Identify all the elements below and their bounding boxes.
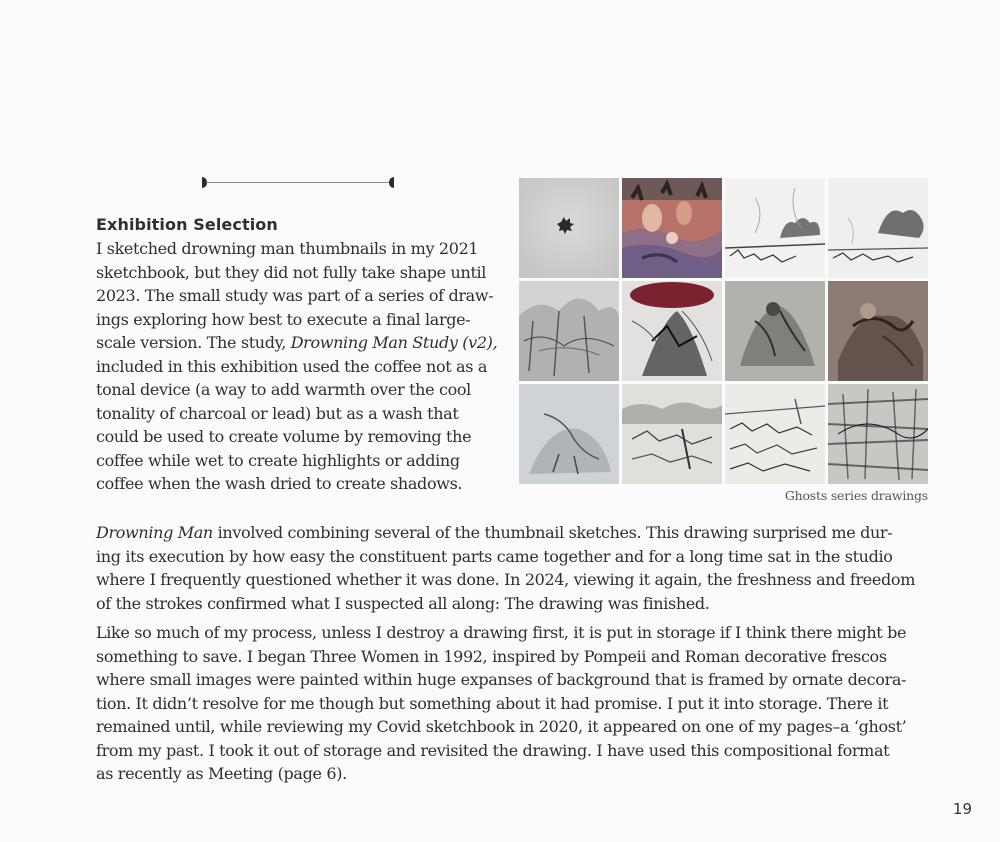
page-number: 19 [952,800,972,818]
drawing-thumbnail-9 [519,384,619,484]
text-line: tonal device (a way to add warmth over the cool [96,380,471,399]
drawing-thumbnail-6 [622,281,722,381]
text-segment: involved combining several of the thumbnail sketches. This drawing surprised me dur- [212,523,893,542]
drawing-thumbnail-7 [725,281,825,381]
ornamental-divider [202,177,394,189]
text-line: ings exploring how best to execute a final large- [96,309,471,329]
text-line: could be used to create volume by removing the [96,427,472,446]
text-line: remained until, while reviewing my Covid sketchbook in 2020, it appeared on one of my pages–a ‘ghost’ [96,717,907,736]
intro-paragraph [96,237,504,496]
text-line: something to save. I began Three Women in 1992, inspired by Pompeii and Roman decorative frescos [96,646,887,666]
text-line: I sketched drowning man thumbnails in my 2021 [96,239,479,258]
text-line: ing its execution by how easy the constituent parts came together and for a long time sat in the studio [96,546,893,566]
text-line: where I frequently questioned whether it was done. In 2024, viewing it again, the freshness and freedom [96,570,916,589]
divider-line [206,182,390,183]
text-line: of the strokes confirmed what I suspected all along: The drawing was finished. [96,593,710,613]
text-line: sketchbook, but they did not fully take shape until [96,262,487,282]
drawing-thumbnail-5 [519,281,619,381]
paragraph-three-women [96,621,930,786]
text-line: coffee while wet to create highlights or adding [96,450,460,470]
drawing-thumbnail-3 [725,178,825,278]
text-segment: scale version. The study, [96,333,291,352]
text-line: coffee when the wash dried to create shadows. [96,474,463,493]
section-heading: Exhibition Selection [96,215,278,234]
text-line: Like so much of my process, unless I destroy a drawing first, it is put in storage if I think there might be [96,623,907,642]
drawing-thumbnail-2 [622,178,722,278]
drawing-thumbnail-1 [519,178,619,278]
text-line: as recently as Meeting (page 6). [96,764,347,783]
artwork-title: Drowning Man [96,523,213,542]
paragraph-drowning-man [96,521,930,615]
text-line: where small images were painted within huge expanses of background that is framed by ornate decora- [96,670,907,689]
text-line: from my past. I took it out of storage and revisited the drawing. I have used this compositional format [96,740,890,760]
divider-cap-right [389,177,394,188]
ghosts-drawings-grid [519,178,928,484]
text-line: tion. It didn’t resolve for me though but something about it had promise. I put it into storage. There it [96,693,889,713]
drawing-thumbnail-4 [828,178,928,278]
text-line [96,521,930,545]
text-line: tonality of charcoal or lead) but as a wash that [96,403,459,423]
artwork-title: Drowning Man Study (v2), [290,333,498,352]
text-line: 2023. The small study was part of a series of draw- [96,286,494,305]
image-caption: Ghosts series drawings [784,488,928,503]
drawing-thumbnail-8 [828,281,928,381]
drawing-thumbnail-12 [828,384,928,484]
text-line [96,331,504,355]
body-text [96,521,930,792]
drawing-thumbnail-11 [725,384,825,484]
drawing-thumbnail-10 [622,384,722,484]
text-line: included in this exhibition used the coffee not as a [96,356,488,376]
